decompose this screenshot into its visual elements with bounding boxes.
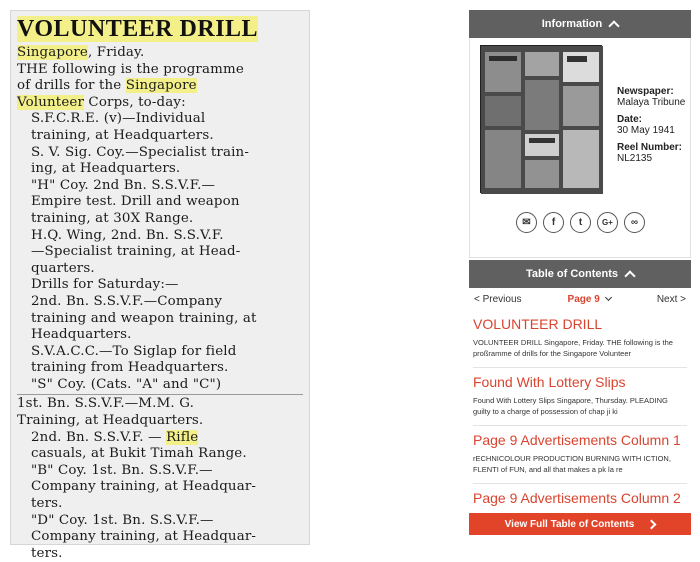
article-paragraph bbox=[17, 145, 303, 178]
article-line: training and weapon training, at bbox=[31, 310, 257, 326]
article-line: "H" Coy. 2nd Bn. S.S.V.F.— bbox=[31, 177, 216, 193]
article-paragraph bbox=[17, 463, 303, 513]
facebook-icon[interactable]: f bbox=[543, 212, 564, 233]
chevron-up-icon bbox=[624, 270, 635, 281]
toc-header: Table of Contents bbox=[525, 268, 619, 280]
article-line: Headquarters. bbox=[31, 327, 132, 343]
reel-value: NL2135 bbox=[617, 153, 653, 164]
article-paragraph bbox=[17, 178, 303, 228]
toc-pagination bbox=[469, 288, 691, 310]
article-line: S. V. Sig. Coy.—Specialist train- bbox=[31, 144, 249, 160]
link-icon[interactable]: ∞ bbox=[624, 212, 645, 233]
date-label: Date: bbox=[617, 114, 643, 125]
toc-item-snippet: Found With Lottery Slips Singapore, Thursday. PLEADING guilty to a charge of possession of chap ji ki bbox=[473, 396, 668, 416]
article-line: training from Headquarters. bbox=[31, 360, 229, 376]
toc-item-title[interactable]: Page 9 Advertisements Column 1 bbox=[473, 432, 681, 448]
email-icon[interactable]: ✉ bbox=[516, 212, 537, 233]
view-full-toc-button[interactable] bbox=[469, 513, 691, 535]
article-paragraph bbox=[17, 513, 303, 562]
article-line: 1st. Bn. S.S.V.F.—M.M. G. bbox=[17, 396, 195, 412]
date-value: 30 May 1941 bbox=[617, 125, 675, 136]
toc-list bbox=[469, 310, 691, 513]
article-line: of drills for the Singapore bbox=[17, 78, 197, 94]
article-paragraph bbox=[17, 45, 303, 62]
toc-item-title[interactable]: Page 9 Advertisements Column 2 bbox=[473, 490, 681, 506]
toc-item-title[interactable]: Found With Lottery Slips bbox=[473, 374, 626, 390]
column-rule bbox=[17, 394, 303, 395]
article-line: 2nd. Bn. S.S.V.F.—Company bbox=[31, 293, 223, 309]
article-line: quarters. bbox=[31, 260, 95, 276]
article-line: Drills for Saturday:— bbox=[31, 277, 179, 293]
article-line: casuals, at Bukit Timah Range. bbox=[31, 446, 247, 462]
article-paragraph bbox=[17, 277, 303, 294]
toc-item[interactable] bbox=[473, 310, 687, 368]
page-thumbnail[interactable] bbox=[480, 45, 602, 193]
article-line: training, at 30X Range. bbox=[31, 210, 194, 226]
article-line: "D" Coy. 1st. Bn. S.S.V.F.— bbox=[31, 512, 214, 528]
newspaper-metadata bbox=[617, 86, 685, 170]
article-paragraph bbox=[17, 396, 303, 429]
article-line: Empire test. Drill and weapon bbox=[31, 194, 240, 210]
toc-panel bbox=[469, 260, 691, 535]
article-paragraph bbox=[17, 228, 303, 278]
article-line: Singapore, Friday. bbox=[17, 45, 145, 60]
article-line: S.F.C.R.E. (v)—Individual bbox=[31, 111, 206, 127]
article-clipping bbox=[10, 10, 310, 561]
page-select[interactable] bbox=[568, 294, 611, 305]
article-line: ing, at Headquarters. bbox=[31, 161, 181, 177]
googleplus-icon[interactable]: G+ bbox=[597, 212, 618, 233]
chevron-up-icon bbox=[609, 20, 620, 31]
view-full-toc-label: View Full Table of Contents bbox=[504, 518, 635, 530]
article-paragraph bbox=[17, 62, 303, 112]
article-line: "S" Coy. (Cats. "A" and "C") bbox=[31, 376, 222, 392]
article-line: ters. bbox=[31, 496, 63, 512]
article-body bbox=[17, 45, 303, 562]
toc-toggle[interactable] bbox=[469, 260, 691, 288]
article-paragraph bbox=[17, 377, 303, 394]
article-headline: VOLUNTEER DRILL bbox=[17, 16, 259, 42]
information-panel bbox=[469, 10, 691, 258]
share-buttons bbox=[516, 212, 645, 233]
article-line: THE following is the programme bbox=[17, 61, 244, 77]
reel-label: Reel Number: bbox=[617, 142, 683, 153]
article-line: S.V.A.C.C.—To Siglap for field bbox=[31, 343, 237, 359]
chevron-right-icon bbox=[647, 519, 657, 529]
article-line: Volunteer Corps, to-day: bbox=[17, 94, 186, 110]
chevron-down-icon bbox=[605, 294, 612, 301]
article-line: Training, at Headquarters. bbox=[17, 413, 204, 429]
article-paragraph bbox=[17, 430, 303, 463]
newspaper-value: Malaya Tribune bbox=[617, 97, 686, 108]
article-paragraph bbox=[17, 344, 303, 377]
article-paragraph bbox=[17, 294, 303, 344]
page-select-value: Page 9 bbox=[567, 293, 600, 305]
toc-item-title[interactable]: VOLUNTEER DRILL bbox=[473, 316, 603, 332]
toc-item[interactable] bbox=[473, 368, 687, 426]
article-line: ters. bbox=[31, 545, 63, 561]
article-line: Company training, at Headquar- bbox=[31, 529, 257, 545]
article-line: "B" Coy. 1st. Bn. S.S.V.F.— bbox=[31, 462, 213, 478]
article-line: Company training, at Headquar- bbox=[31, 479, 257, 495]
toc-item[interactable] bbox=[473, 426, 687, 484]
next-link[interactable]: Next > bbox=[656, 293, 686, 305]
newspaper-label: Newspaper: bbox=[617, 86, 674, 97]
information-header: Information bbox=[541, 18, 603, 30]
article-line: H.Q. Wing, 2nd. Bn. S.S.V.F. bbox=[31, 227, 224, 243]
toc-item-snippet: rECHNICOLOUR PRODUCTION BURNING WITH ICTION, FLENTI of FUN, and all that makes a pk la re bbox=[473, 454, 671, 474]
information-toggle[interactable] bbox=[469, 10, 691, 38]
toc-item-snippet: VOLUNTEER DRILL Singapore, Friday. THE following is the proßramme of drills for the Singapore Volunteer bbox=[473, 338, 673, 358]
article-line: 2nd. Bn. S.S.V.F. — Rifle bbox=[31, 429, 199, 445]
article-line: —Specialist training, at Head- bbox=[31, 244, 241, 260]
article-text bbox=[11, 11, 309, 562]
article-paragraph bbox=[17, 111, 303, 144]
article-line: training, at Headquarters. bbox=[31, 127, 214, 143]
previous-link[interactable]: < Previous bbox=[474, 293, 522, 305]
twitter-icon[interactable]: t bbox=[570, 212, 591, 233]
